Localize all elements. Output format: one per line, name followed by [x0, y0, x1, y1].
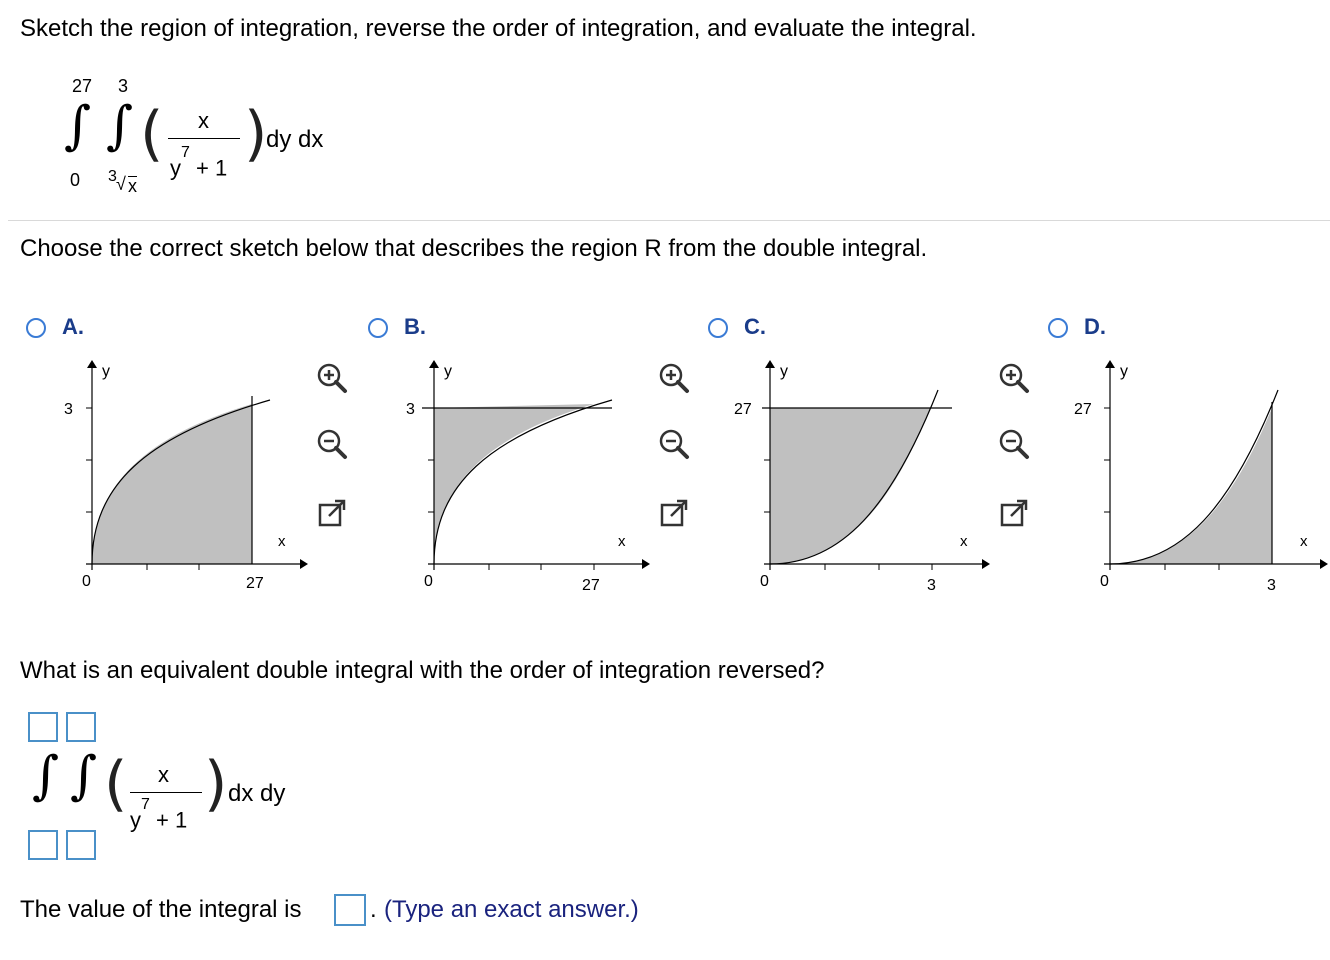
option-a-radio[interactable]	[26, 318, 46, 338]
reversed-numerator: x	[158, 762, 169, 787]
option-b-x-arrow	[642, 559, 650, 569]
option-c[interactable]	[702, 312, 1032, 602]
integrand-denominator: $y^7 + 1$	[170, 144, 228, 181]
differentials: dy dx	[266, 126, 324, 153]
reversed-fraction-bar	[130, 792, 202, 793]
outer-lower-limit-input[interactable]	[28, 830, 58, 860]
option-c-x-arrow	[982, 559, 990, 569]
inner-integral-sign: ∫	[106, 96, 134, 156]
option-c-radio[interactable]	[708, 318, 728, 338]
option-d-y-tick: 27	[1074, 401, 1092, 418]
option-c-x-tick: 3	[927, 577, 936, 594]
fraction-bar	[168, 138, 240, 139]
option-d-y-arrow	[1105, 360, 1115, 368]
integrand-numerator: x	[198, 108, 209, 133]
option-c-shaded-region	[770, 408, 930, 564]
option-d-label: D.	[1084, 314, 1106, 339]
sketch-question: Choose the correct sketch below that describes the region R from the double integral.	[20, 235, 928, 262]
option-d-y-axis-label: y	[1120, 363, 1128, 380]
option-c-origin: 0	[760, 573, 769, 590]
inner-upper-limit: 3	[118, 76, 129, 96]
outer-upper-limit-input[interactable]	[28, 712, 58, 742]
zoom-in-icon[interactable]	[996, 360, 1032, 396]
original-integral: 27 3 ∫ ∫ 0 3 √ x ( x $y^7 + 1$ ) dy dx	[64, 76, 324, 196]
option-a-graph	[50, 356, 310, 606]
option-c-label: C.	[744, 314, 766, 339]
option-a-x-axis-label: x	[278, 533, 286, 550]
reversed-integral: ∫ ∫ ( x $y^7 + 1$ ) dx dy	[26, 710, 326, 870]
option-c-x-axis-label: x	[960, 533, 968, 550]
option-d[interactable]	[1042, 312, 1330, 602]
value-period: .	[370, 896, 377, 923]
option-b-graph	[392, 356, 652, 606]
integral-value-input[interactable]	[334, 894, 366, 926]
zoom-in-icon[interactable]	[314, 360, 350, 396]
zoom-in-icon[interactable]	[656, 360, 692, 396]
option-b-x-tick: 27	[582, 577, 600, 594]
option-a-y-arrow	[87, 360, 97, 368]
reverse-question: What is an equivalent double integral with the order of integration reversed?	[20, 657, 825, 684]
option-d-x-arrow	[1320, 559, 1328, 569]
option-d-x-axis-label: x	[1300, 533, 1308, 550]
option-a-x-arrow	[300, 559, 308, 569]
option-d-graph	[1072, 356, 1330, 606]
zoom-out-icon[interactable]	[656, 426, 692, 462]
value-row	[20, 892, 720, 932]
option-c-y-tick: 27	[734, 401, 752, 418]
outer-lower-limit: 0	[70, 170, 81, 190]
exact-answer-hint: (Type an exact answer.)	[384, 896, 639, 923]
divider	[8, 220, 1330, 221]
inner-lower-limit-input[interactable]	[66, 830, 96, 860]
outer-upper-limit: 27	[72, 76, 93, 96]
reversed-differentials: dx dy	[228, 780, 286, 807]
option-c-y-arrow	[765, 360, 775, 368]
option-c-y-axis-label: y	[780, 363, 788, 380]
inner-upper-limit-input[interactable]	[66, 712, 96, 742]
popout-icon[interactable]	[656, 496, 692, 532]
zoom-out-icon[interactable]	[314, 426, 350, 462]
option-b-y-arrow	[429, 360, 439, 368]
inner-integral-sign: ∫	[70, 746, 98, 806]
option-b-x-axis-label: x	[618, 533, 626, 550]
value-prompt: The value of the integral is	[20, 896, 302, 923]
option-a-shaded-region	[92, 404, 252, 564]
option-b-radio[interactable]	[368, 318, 388, 338]
option-a-origin: 0	[82, 573, 91, 590]
option-b-y-tick: 3	[406, 401, 415, 418]
option-b-origin: 0	[424, 573, 433, 590]
option-a-y-tick: 3	[64, 401, 73, 418]
option-d-x-tick: 3	[1267, 577, 1276, 594]
option-b-shaded-region	[434, 404, 594, 564]
popout-icon[interactable]	[314, 496, 350, 532]
option-d-origin: 0	[1100, 573, 1109, 590]
option-a-label: A.	[62, 314, 84, 339]
option-b-y-axis-label: y	[444, 363, 452, 380]
option-a[interactable]	[20, 312, 350, 602]
zoom-out-icon[interactable]	[996, 426, 1032, 462]
instruction-text: Sketch the region of integration, reverse the order of integration, and evaluate the integral.	[20, 15, 977, 42]
outer-integral-sign: ∫	[32, 746, 60, 806]
option-b[interactable]	[362, 312, 692, 602]
popout-icon[interactable]	[996, 496, 1032, 532]
option-d-shaded-region	[1110, 408, 1272, 564]
option-d-radio[interactable]	[1048, 318, 1068, 338]
option-a-x-tick: 27	[246, 575, 264, 592]
outer-integral-sign: ∫	[64, 96, 92, 156]
option-b-label: B.	[404, 314, 426, 339]
reversed-denominator: $y^7 + 1$	[130, 796, 188, 833]
option-a-y-axis-label: y	[102, 363, 110, 380]
option-c-graph	[732, 356, 992, 606]
